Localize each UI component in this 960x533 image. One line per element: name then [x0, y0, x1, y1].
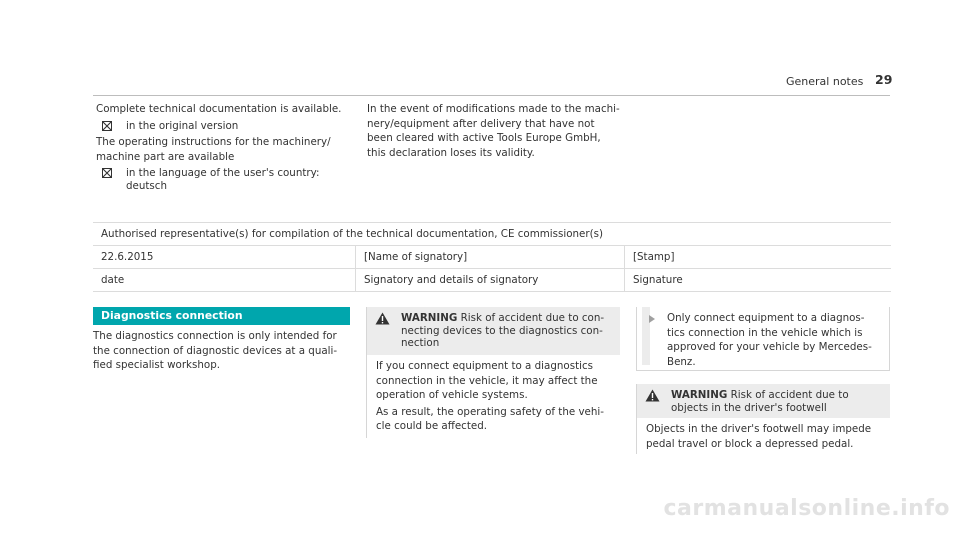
- warning-body: [637, 418, 890, 450]
- warning-label: WARNING: [401, 312, 458, 324]
- diagnostics-heading: Diagnostics connection: [93, 307, 350, 325]
- diagnostics-line: the connection of diagnostic devices at a quali-: [93, 344, 338, 357]
- note-arrow-icon: [649, 315, 655, 323]
- warning-title-line: necting devices to the diagnostics con-: [401, 324, 603, 337]
- language-line2: deutsch: [126, 179, 167, 192]
- date-label: date: [101, 274, 125, 286]
- signatory-label: Signatory and details of signatory: [355, 269, 624, 291]
- language-label: [126, 167, 319, 192]
- note-box: [636, 307, 890, 371]
- note-line: Benz.: [667, 355, 696, 368]
- table-row: [93, 246, 891, 269]
- warning-label: WARNING: [671, 389, 728, 401]
- stamp-value: [Stamp]: [624, 246, 891, 268]
- original-version-label: in the original version: [126, 119, 239, 132]
- warning-triangle-icon: [645, 389, 661, 414]
- checked-box-icon: [102, 168, 112, 178]
- warning-body-line: If you connect equipment to a diagnostics: [376, 360, 593, 372]
- warning-body-line: Objects in the driver's footwell may impede: [646, 423, 872, 435]
- checked-box-icon: [102, 121, 112, 131]
- warning-title-line: objects in the driver's footwell: [671, 401, 827, 414]
- language-line1: in the language of the user's country:: [126, 167, 320, 180]
- modifications-line: nery/equipment after delivery that have not: [367, 117, 595, 130]
- original-version-item: [96, 120, 346, 133]
- operating-instructions-line1: The operating instructions for the machinery/: [96, 136, 331, 149]
- modifications-line: this declaration loses its validity.: [367, 146, 535, 159]
- warning-header: [637, 384, 890, 418]
- documentation-available-text: Complete technical documentation is available.: [96, 103, 342, 115]
- table-heading-row: [93, 222, 891, 246]
- documentation-column: [96, 103, 346, 197]
- warning-body-line: connection in the vehicle, it may affect the: [376, 374, 598, 387]
- warning-title: [401, 312, 604, 351]
- note-line: tics connection in the vehicle which is: [667, 326, 863, 339]
- warning-body: [367, 355, 620, 433]
- date-value: 22.6.2015: [101, 251, 154, 263]
- signature-label: Signature: [624, 269, 891, 291]
- warning-title-line: Risk of accident due to: [730, 389, 849, 401]
- warning-body-line: cle could be affected.: [376, 420, 488, 433]
- watermark-text: carmanualsonline.info: [663, 496, 950, 521]
- operating-instructions-line2: machine part are available: [96, 150, 235, 163]
- language-item: [96, 167, 346, 192]
- section-title: General notes: [786, 75, 864, 88]
- warning-triangle-icon: [375, 312, 391, 351]
- signatory-value: [Name of signatory]: [355, 246, 624, 268]
- diagnostics-paragraph: [93, 330, 353, 374]
- note-line: Only connect equipment to a diagnos-: [667, 312, 865, 324]
- page-number: 29: [875, 72, 893, 87]
- warning-body-line: operation of vehicle systems.: [376, 389, 528, 402]
- warning-box-footwell: [636, 384, 890, 454]
- warning-header: [367, 307, 620, 355]
- diagnostics-line: fied specialist workshop.: [93, 359, 221, 372]
- modifications-line: been cleared with active Tools Europe GmbH,: [367, 132, 601, 145]
- table-heading: Authorised representative(s) for compilation of the technical documentation, CE commissioner(s): [101, 228, 604, 240]
- warning-title: [671, 389, 849, 414]
- warning-body-line: As a result, the operating safety of the vehi-: [376, 405, 604, 418]
- table-row: [93, 269, 891, 292]
- note-text: [667, 312, 872, 370]
- warning-body-line: pedal travel or block a depressed pedal.: [646, 437, 854, 450]
- warning-title-line: Risk of accident due to con-: [460, 312, 605, 324]
- diagnostics-line: The diagnostics connection is only intended for: [93, 330, 337, 342]
- warning-title-line: nection: [401, 337, 440, 350]
- header-divider: [93, 95, 890, 96]
- note-line: approved for your vehicle by Mercedes-: [667, 341, 872, 354]
- warning-box-diagnostics: [366, 307, 620, 438]
- modifications-line: In the event of modifications made to the machi-: [367, 103, 620, 115]
- modifications-paragraph: [367, 103, 627, 161]
